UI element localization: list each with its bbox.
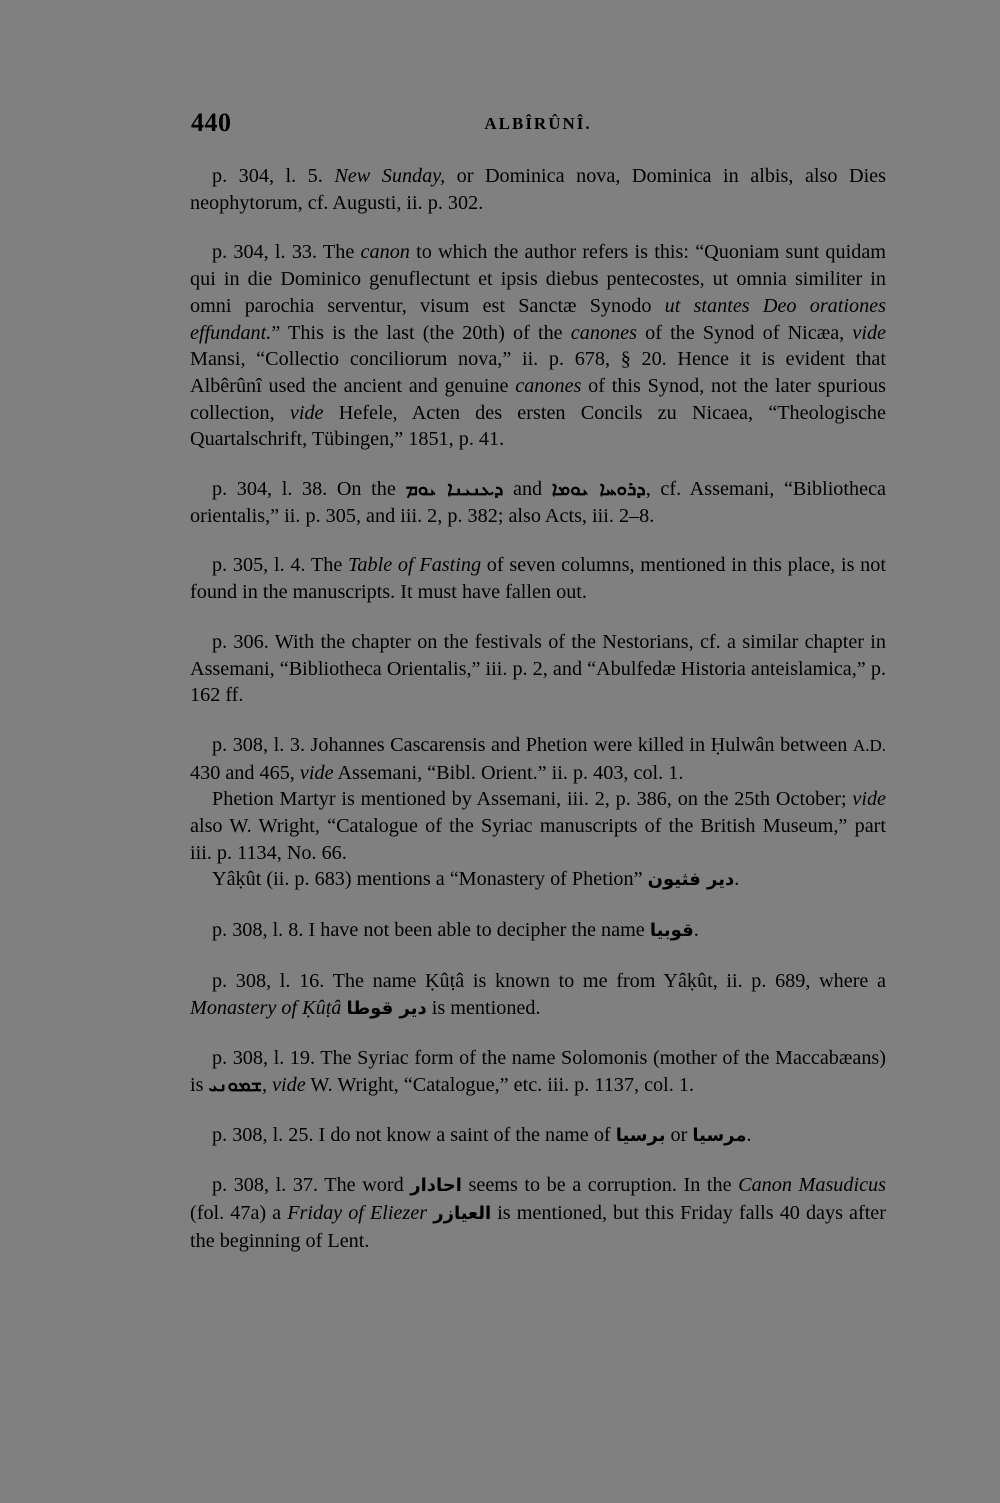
arabic-text: قوبيا	[649, 920, 694, 942]
arabic-text: احادار	[410, 1175, 462, 1197]
page-header	[191, 108, 885, 144]
text-run: ,	[261, 1073, 273, 1096]
italic-text: New Sunday,	[334, 165, 446, 187]
note-paragraph	[190, 1122, 886, 1150]
arabic-text: دير فثيون	[647, 869, 735, 891]
syriac-text: ܕܥܢܝܢܐ ܝܘܡ	[405, 478, 504, 501]
note-paragraph	[190, 866, 886, 894]
text-run: p. 304, l. 33. The	[212, 241, 361, 264]
text-run: p. 304, l. 5.	[212, 165, 335, 187]
arabic-text: برسيا	[615, 1124, 666, 1146]
text-run: p. 308, l. 37. The word	[212, 1174, 411, 1197]
text-run: p. 304, l. 38. On the	[212, 478, 406, 501]
note-paragraph	[190, 1172, 886, 1254]
text-run: of the Synod of Nicæa,	[636, 321, 853, 344]
note-paragraph	[190, 732, 886, 786]
arabic-text: دير قوطا	[346, 997, 427, 1019]
note-paragraph	[190, 629, 886, 709]
text-run: of this Synod, not the later spurious collection,	[190, 374, 887, 424]
text-run: Hefele, Acten des ersten Concils zu Nicaea, “Theologische Quartalschrift, Tübingen,” 1851, p. 41.	[190, 401, 886, 451]
italic-text: canones	[570, 321, 637, 344]
note-paragraph	[190, 1045, 886, 1098]
italic-text: Friday of Eliezer	[287, 1202, 428, 1225]
small-caps-text: A.D.	[852, 735, 886, 755]
text-run: p. 305, l. 4. The	[212, 554, 349, 577]
arabic-text: العيازر	[433, 1203, 492, 1225]
text-run: Mansi, “Collectio conciliorum nova,” ii. p. 678, § 20. Hence it is evident that Albêrûnî used the ancient and genuine	[190, 348, 886, 397]
note-paragraph	[190, 968, 886, 1022]
note-paragraph	[190, 552, 886, 605]
text-run: .	[734, 868, 740, 891]
note-paragraph	[190, 163, 886, 216]
italic-text: vide	[852, 788, 886, 811]
text-run: Yâḳût (ii. p. 683) mentions a “Monastery of Phetion”	[212, 868, 648, 891]
text-run: .	[693, 919, 699, 942]
text-run: of seven columns, mentioned in this place, is not found in the manuscripts. It must have fallen out.	[190, 554, 886, 604]
text-run: 430 and 465,	[190, 761, 300, 784]
text-run: is mentioned.	[426, 996, 541, 1019]
note-paragraph	[190, 239, 886, 453]
text-run: or	[665, 1123, 693, 1146]
text-run: W. Wright, “Catalogue,” etc. iii. p. 1137, col. 1.	[305, 1073, 694, 1096]
text-run: Phetion Martyr is mentioned by Assemani, iii. 2, p. 386, on the 25th October;	[212, 788, 853, 811]
text-run: to which the author refers is this: “Quoniam sunt quidam qui in die Dominico genuflectunt et ipsis diebus pentecostes, ut omnia similiter in omni parochia serventur, visum est Sanctæ Synodo	[190, 241, 886, 317]
text-run: ” This is the last (the 20th) of the	[271, 321, 571, 344]
italic-text: Canon Masudicus	[738, 1174, 887, 1197]
italic-text: ut stantes Deo orationes effundant.	[190, 294, 886, 344]
italic-text: Table of Fasting	[348, 554, 482, 577]
text-run: (fol. 47a) a	[190, 1202, 288, 1225]
note-paragraph	[190, 786, 886, 866]
italic-text: Monastery of Ḳûṭâ	[190, 996, 342, 1019]
text-run: also W. Wright, “Catalogue of the Syriac manuscripts of the British Museum,” part iii. p. 1134, No. 66.	[190, 815, 886, 864]
italic-text: vide	[299, 761, 334, 784]
text-run: is mentioned, but this Friday falls 40 days after the beginning of Lent.	[190, 1202, 886, 1252]
text-run: or Dominica nova, Dominica in albis, also Dies neophytorum, cf. Augusti, ii. p. 302.	[190, 165, 886, 214]
text-run: and	[503, 478, 552, 501]
text-run: Assemani, “Bibl. Orient.” ii. p. 403, col. 1.	[333, 761, 684, 784]
syriac-text: ܕܪܘܚܐ ܝܘܡܐ	[551, 478, 646, 501]
notes-body	[190, 163, 886, 1278]
text-run: p. 308, l. 8. I have not been able to decipher the name	[212, 919, 650, 942]
italic-text: vide	[272, 1073, 306, 1096]
text-run: p. 306. With the chapter on the festivals of the Nestorians, cf. a similar chapter in Assemani, “Bibliotheca Orientalis,” iii. p. 2, and “Abulfedæ Historia anteislamica,” p. 162 ff.	[190, 630, 886, 707]
text-run: p. 308, l. 25. I do not know a saint of the name of	[212, 1123, 616, 1146]
running-head: ALBÎRÛNÎ.	[484, 114, 592, 133]
italic-text: vide	[852, 321, 886, 344]
syriac-text: ܫܡܘܢܝ	[208, 1073, 262, 1096]
text-run: , cf. Assemani, “Bibliotheca orientalis,” ii. p. 305, and iii. 2, p. 382; also Acts, iii. 2–8.	[190, 478, 886, 527]
italic-text: vide	[289, 401, 324, 424]
italic-text: canon	[360, 241, 410, 264]
note-paragraph	[190, 476, 886, 529]
note-paragraph	[190, 917, 886, 945]
italic-text: canones	[515, 374, 582, 397]
text-run: .	[746, 1123, 752, 1146]
text-run: seems to be a corruption. In the	[461, 1174, 739, 1197]
page-number: 440	[191, 108, 232, 137]
text-run: p. 308, l. 16. The name Ḳûṭâ is known to me from Yâḳût, ii. p. 689, where a	[212, 969, 886, 992]
text-run: p. 308, l. 3. Johannes Cascarensis and Phetion were killed in Ḥulwân between	[212, 733, 853, 756]
text-run: p. 308, l. 19. The Syriac form of the name Solomonis (mother of the Maccabæans) is	[190, 1047, 886, 1096]
arabic-text: مرسيا	[692, 1124, 747, 1146]
